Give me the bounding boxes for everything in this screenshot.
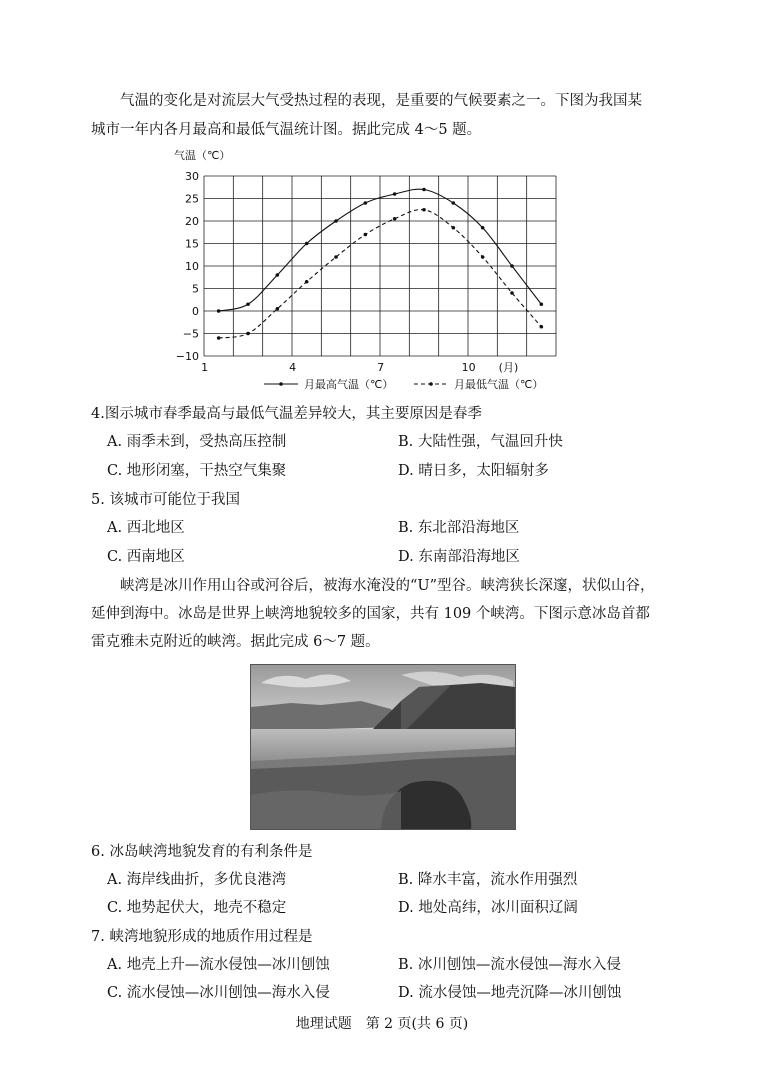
q6-option-b[interactable]: B. 降水丰富，流水作用强烈	[398, 872, 578, 888]
point-max	[217, 309, 221, 313]
fjord-photo	[250, 664, 516, 830]
point-max	[364, 201, 368, 205]
q4-option-c[interactable]: C. 地形闭塞，干热空气集聚	[107, 463, 287, 479]
point-min	[393, 217, 397, 221]
q4-option-d[interactable]: D. 晴日多，太阳辐射多	[398, 463, 549, 479]
y-tick-label: 5	[192, 282, 199, 296]
point-max	[481, 226, 485, 230]
point-max	[422, 188, 426, 192]
q4-option-a[interactable]: A. 雨季未到，受热高压控制	[107, 434, 287, 450]
point-min	[452, 226, 456, 230]
point-min	[364, 233, 368, 237]
q5-option-d[interactable]: D. 东南部沿海地区	[398, 549, 520, 565]
x-tick-label: 1	[201, 361, 209, 374]
y-tick-label: −5	[182, 327, 199, 341]
y-tick-label: 10	[185, 260, 199, 273]
y-tick-label: 30	[185, 170, 199, 183]
y-tick-label: 25	[185, 192, 199, 206]
point-max	[540, 302, 544, 306]
chart-x-ticks	[201, 361, 518, 374]
point-min	[276, 307, 280, 311]
q7-option-d[interactable]: D. 流水侵蚀—地壳沉降—冰川刨蚀	[398, 985, 622, 1001]
point-min	[305, 280, 309, 284]
intro-line-1: 气温的变化是对流层大气受热过程的表现，是重要的气候要素之一。下图为我国某	[120, 93, 642, 109]
q6-option-c[interactable]: C. 地势起伏大，地壳不稳定	[107, 900, 287, 916]
point-max	[393, 192, 397, 196]
q5-stem: 5. 该城市可能位于我国	[91, 492, 240, 508]
point-min	[510, 291, 514, 295]
legend-label-min: 月最低气温（℃）	[454, 378, 544, 391]
y-tick-label: 15	[185, 237, 199, 251]
chart-ylabel: 气温（℃）	[174, 149, 231, 162]
point-max	[246, 302, 250, 306]
x-tick-label: 10	[461, 361, 476, 374]
point-min	[334, 255, 338, 259]
point-min	[217, 336, 221, 340]
legend-label-max: 月最高气温（℃）	[304, 378, 394, 391]
q6-option-d[interactable]: D. 地处高纬，冰川面积辽阔	[398, 900, 578, 916]
x-unit-label: (月)	[498, 361, 519, 374]
q4-stem: 4.图示城市春季最高与最低气温差异较大，其主要原因是春季	[91, 406, 482, 422]
y-tick-label: 20	[185, 215, 199, 228]
intro2-line-1: 峡湾是冰川作用山谷或河谷后，被海水淹没的“U”型谷。峡湾狭长深邃，状似山谷，	[120, 578, 655, 594]
q5-option-c[interactable]: C. 西南地区	[107, 549, 185, 565]
intro-line-2: 城市一年内各月最高和最低气温统计图。据此完成 4～5 题。	[91, 122, 482, 138]
intro2-line-3: 雷克雅未克附近的峡湾。据此完成 6～7 题。	[91, 634, 380, 650]
q4-option-b[interactable]: B. 大陆性强，气温回升快	[398, 434, 563, 450]
q6-stem: 6. 冰岛峡湾地貌发育的有利条件是	[91, 844, 313, 860]
q7-option-b[interactable]: B. 冰川刨蚀—流水侵蚀—海水入侵	[398, 957, 621, 973]
chart-grid	[204, 176, 556, 356]
legend-marker-max	[279, 382, 283, 386]
point-max	[305, 242, 309, 246]
point-min	[246, 332, 250, 336]
grass-texture	[251, 790, 401, 829]
point-max	[510, 264, 514, 268]
q7-option-c[interactable]: C. 流水侵蚀—冰川刨蚀—海水入侵	[107, 985, 330, 1001]
point-min	[540, 325, 544, 329]
chart-legend	[264, 377, 543, 391]
temperature-chart	[168, 142, 568, 404]
point-min	[481, 255, 485, 259]
q5-option-b[interactable]: B. 东北部沿海地区	[398, 520, 520, 536]
point-max	[452, 201, 456, 205]
x-tick-label: 4	[289, 361, 297, 374]
point-max	[334, 219, 338, 223]
y-tick-label: −10	[175, 350, 199, 363]
q7-stem: 7. 峡湾地貌形成的地质作用过程是	[91, 929, 313, 945]
point-min	[422, 208, 426, 212]
q5-option-a[interactable]: A. 西北地区	[107, 520, 185, 536]
q7-option-a[interactable]: A. 地壳上升—流水侵蚀—冰川刨蚀	[107, 957, 330, 973]
legend-marker-min	[429, 382, 433, 386]
intro2-line-2: 延伸到海中。冰岛是世界上峡湾地貌较多的国家，共有 109 个峡湾。下图示意冰岛首都	[91, 606, 650, 622]
y-tick-label: 0	[192, 305, 199, 318]
point-max	[276, 273, 280, 277]
chart-y-ticks	[176, 170, 199, 363]
x-tick-label: 7	[377, 361, 385, 374]
page-footer: 地理试题 第 2 页(共 6 页)	[295, 1016, 469, 1032]
q6-option-a[interactable]: A. 海岸线曲折，多优良港湾	[107, 872, 287, 888]
